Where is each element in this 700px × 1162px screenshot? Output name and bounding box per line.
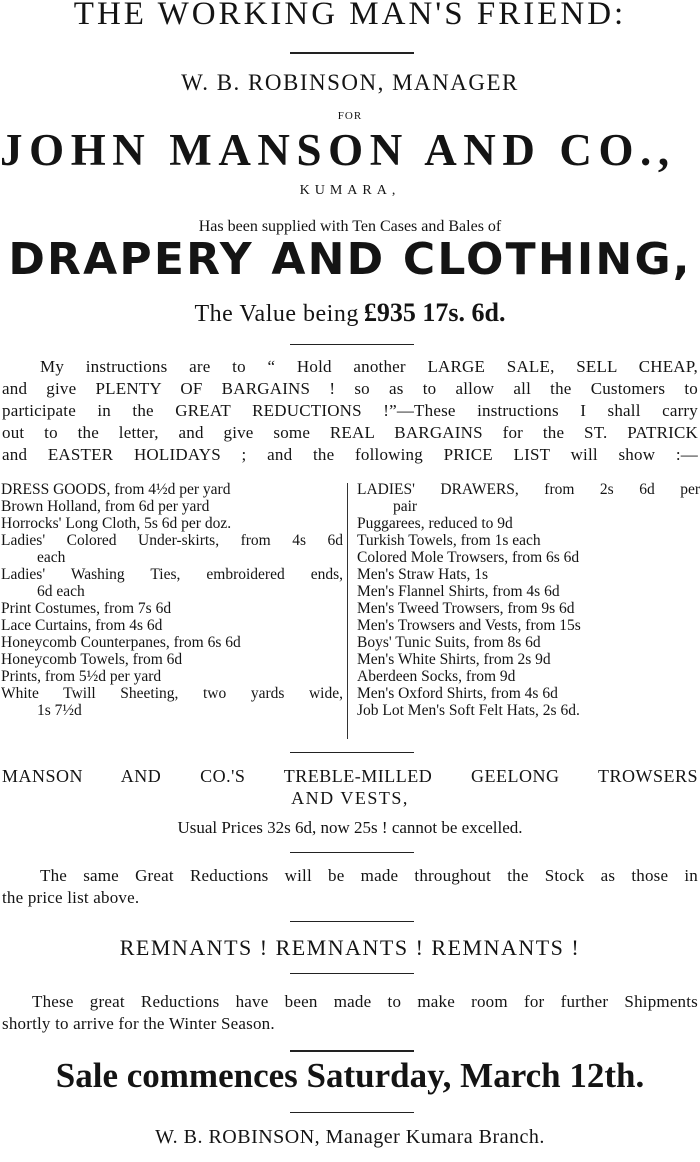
price-item: Lace Curtains, from 4s 6d — [1, 617, 163, 634]
ad-title: THE WORKING MAN'S FRIEND: — [73, 0, 627, 32]
intro-line: participate in the GREAT REDUCTIONS !”—These instructions I shall carry — [2, 401, 698, 420]
divider-rule — [290, 973, 414, 974]
price-list-right-column — [357, 481, 700, 719]
price-item: Print Costumes, from 7s 6d — [1, 600, 172, 617]
trowsers-heading-continuation: AND VESTS, — [291, 788, 409, 808]
price-item: Men's Straw Hats, 1s — [357, 566, 489, 583]
price-item: Honeycomb Counterpanes, from 6s 6d — [1, 634, 241, 651]
supplied-line: Has been supplied with Ten Cases and Bales of — [198, 218, 502, 235]
price-item: Prints, from 5½d per yard — [1, 668, 162, 685]
price-item: Men's Trowsers and Vests, from 15s — [357, 617, 581, 634]
town-name: KUMARA, — [299, 183, 401, 198]
firm-name: JOHN MANSON AND CO., — [0, 125, 676, 175]
divider-rule — [290, 1112, 414, 1113]
remnants-heading: REMNANTS ! REMNANTS ! REMNANTS ! — [119, 935, 581, 960]
divider-rule — [290, 344, 414, 345]
price-item: Turkish Towels, from 1s each — [357, 532, 541, 549]
intro-line: out to the letter, and give some REAL BARGAINS for the ST. PATRICK — [2, 423, 698, 442]
reductions-line: the price list above. — [2, 888, 140, 907]
price-item: Colored Mole Trowsers, from 6s 6d — [357, 549, 580, 566]
signature-line: W. B. ROBINSON, Manager Kumara Branch. — [155, 1126, 545, 1148]
price-item-continuation: 1s 7½d — [37, 702, 82, 719]
shipments-line: These great Reductions have been made to make room for further Shipments — [32, 992, 698, 1011]
intro-line: My instructions are to “ Hold another LARGE SALE, SELL CHEAP, — [40, 357, 698, 376]
divider-rule — [290, 852, 414, 853]
price-item: Ladies' Colored Under-skirts, from 4s 6d — [1, 532, 343, 549]
trowsers-prices: Usual Prices 32s 6d, now 25s ! cannot be excelled. — [177, 818, 523, 837]
price-item: Brown Holland, from 6d per yard — [1, 498, 210, 515]
price-item: Men's Tweed Trowsers, from 9s 6d — [357, 600, 575, 617]
divider-rule — [290, 752, 414, 753]
price-item: LADIES' DRAWERS, from 2s 6d per — [357, 481, 700, 498]
price-item-continuation: pair — [393, 498, 418, 515]
price-item: Puggarees, reduced to 9d — [357, 515, 513, 532]
value-line — [0, 298, 700, 328]
price-item: Ladies' Washing Ties, embroidered ends, — [1, 566, 343, 583]
value-amount: £935 17s. 6d. — [363, 298, 506, 327]
price-item: Honeycomb Towels, from 6d — [1, 651, 183, 668]
reductions-line: The same Great Reductions will be made throughout the Stock as those in — [40, 866, 698, 885]
price-item: Horrocks' Long Cloth, 5s 6d per doz. — [1, 515, 232, 532]
headline-drapery: DRAPERY AND CLOTHING, — [8, 234, 692, 285]
manager-line: W. B. ROBINSON, MANAGER — [181, 70, 519, 95]
for-word: FOR — [337, 110, 363, 122]
divider-rule — [290, 1050, 414, 1052]
price-item: Job Lot Men's Soft Felt Hats, 2s 6d. — [357, 702, 580, 719]
price-item-continuation: 6d each — [37, 583, 85, 600]
sale-date-heading: Sale commences Saturday, March 12th. — [55, 1056, 645, 1095]
intro-line: and give PLENTY OF BARGAINS ! so as to allow all the Customers to — [2, 379, 698, 398]
price-item-continuation: each — [37, 549, 66, 566]
price-item: Boys' Tunic Suits, from 8s 6d — [357, 634, 541, 651]
price-list-left-column — [1, 481, 343, 719]
shipments-line: shortly to arrive for the Winter Season. — [2, 1014, 275, 1033]
intro-line: and EASTER HOLIDAYS ; and the following PRICE LIST will show :— — [2, 445, 698, 464]
price-item: DRESS GOODS, from 4½d per yard — [1, 481, 231, 498]
price-item: White Twill Sheeting, two yards wide, — [1, 685, 343, 702]
price-item: Men's Flannel Shirts, from 4s 6d — [357, 583, 560, 600]
price-item: Men's White Shirts, from 2s 9d — [357, 651, 551, 668]
price-item: Men's Oxford Shirts, from 4s 6d — [357, 685, 558, 702]
divider-rule — [290, 52, 414, 54]
price-item: Aberdeen Socks, from 9d — [357, 668, 516, 685]
value-prefix: The Value being — [194, 301, 359, 327]
column-divider — [347, 483, 348, 739]
trowsers-heading: MANSON AND CO.'S TREBLE-MILLED GEELONG TROWSERS — [2, 766, 698, 786]
divider-rule — [290, 921, 414, 922]
